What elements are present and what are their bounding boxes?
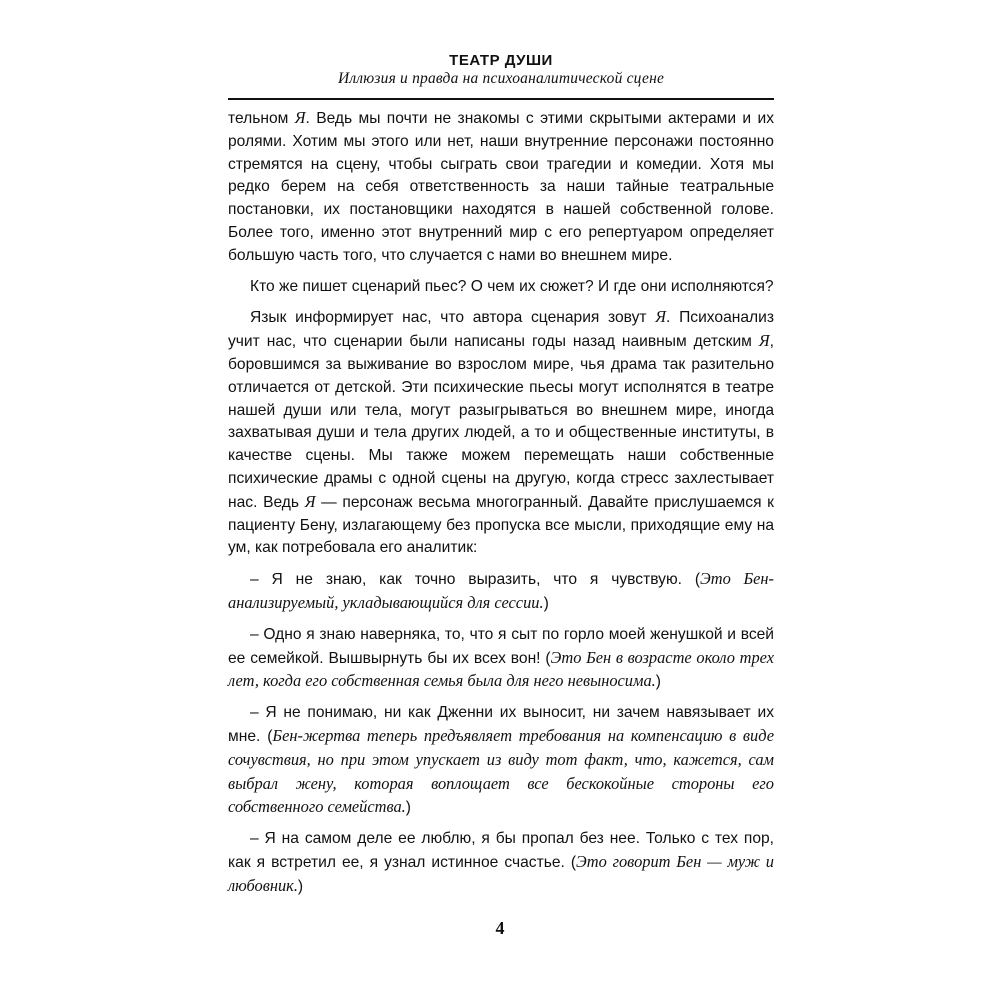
italic-run: Я <box>758 331 770 351</box>
text-run: Кто же пишет сценарий пьес? О чем их сюжет? И где они исполняются? <box>250 277 774 295</box>
paragraph-3 <box>228 306 774 560</box>
text-run: ) <box>297 877 304 895</box>
italic-run: Я <box>304 491 316 511</box>
text-run: – Я на самом деле ее люблю, я бы пропал без нее. Только с тех пор, как я встретил ее, я узнал истинное счастье. ( <box>228 830 774 871</box>
paragraph-2 <box>228 276 774 299</box>
text-run: . Психоанализ учит нас, что сценарии были написаны годы назад наивным детским <box>228 309 774 351</box>
text-run: ) <box>655 673 661 691</box>
italic-run: Бен-жертва теперь предъявляет требования на компенсацию в виде сочувствия, но при этом упускает из виду тот факт, что, кажется, сам выбрал жену, которая воплощает все бескокойные стороны его собственного семейства. <box>228 725 774 817</box>
text-run: ) <box>405 799 411 817</box>
text-run: – Я не знаю, как точно выразить, что я чувствую. ( <box>250 571 701 589</box>
italic-run: Это Бен-анализируемый, укладывающийся для сессии. <box>228 569 774 612</box>
italic-run: Это говорит Бен — муж и любовник. <box>228 851 774 895</box>
page-number: 4 <box>495 918 505 938</box>
italic-run: Я <box>655 307 667 327</box>
dialogue-line-4 <box>228 828 774 898</box>
book-subtitle: Иллюзия и правда на психоаналитической сцене <box>337 70 665 87</box>
dialogue-line-3 <box>228 702 774 820</box>
italic-run: Это Бен в возрасте около трех лет, когда его собственная семья была для него невыносима. <box>228 647 774 691</box>
text-run: Язык информирует нас, что автора сценария зовут <box>250 309 656 327</box>
dialogue-line-1 <box>228 568 774 616</box>
header-rule <box>228 98 774 100</box>
text-run: – Я не понимаю, ни как Дженни их выносит, ни зачем навязывает их мне. ( <box>228 704 774 745</box>
body-text <box>228 107 774 907</box>
running-head <box>228 52 774 88</box>
italic-run: Я <box>294 108 306 127</box>
text-run: тельном <box>228 110 295 127</box>
book-title: ТЕАТР ДУШИ <box>449 52 553 69</box>
text-run: . Ведь мы почти не знакомы с этими скрытыми актерами и их ролями. Хотим мы этого или нет, наши внутренние персонажи постоянно стремятся на сцену, чтобы сыграть свои трагедии и комедии. Хотя мы редко берем на себя ответственность за наши тайные театральные постановки, их постановщики находятся в нашей собственной голове. Более того, именно этот внутренний мир с его репертуаром определяет большую часть того, что случается с нами во внешнем мире. <box>228 110 775 264</box>
text-run: ) <box>543 594 549 612</box>
text-run: – Одно я знаю наверняка, то, что я сыт по горло моей женушкой и всей ее семейкой. Вышвырнуть бы их всех вон! ( <box>228 625 774 667</box>
dialogue-line-2 <box>228 624 774 694</box>
text-run: , боровшимся за выживание во взрослом мире, чья драма так разительно отличается от детской. Эти психические пьесы могут исполнятся в театре нашей души или тела, могут разыгрываться во внешнем мире, иногда захватывая души и тела других людей, а то и общественные институты, в качестве сцены. Мы также можем перемещать наши собственные психические драмы с одной сцены на другую, когда стресс захлестывает нас. Ведь <box>228 333 774 511</box>
paragraph-1 <box>228 107 774 268</box>
text-run: — персонаж весьма многогранный. Давайте прислушаемся к пациенту Бену, излагающему без пропуска все мысли, приходящие ему на ум, как потребовала его аналитик: <box>228 493 774 557</box>
